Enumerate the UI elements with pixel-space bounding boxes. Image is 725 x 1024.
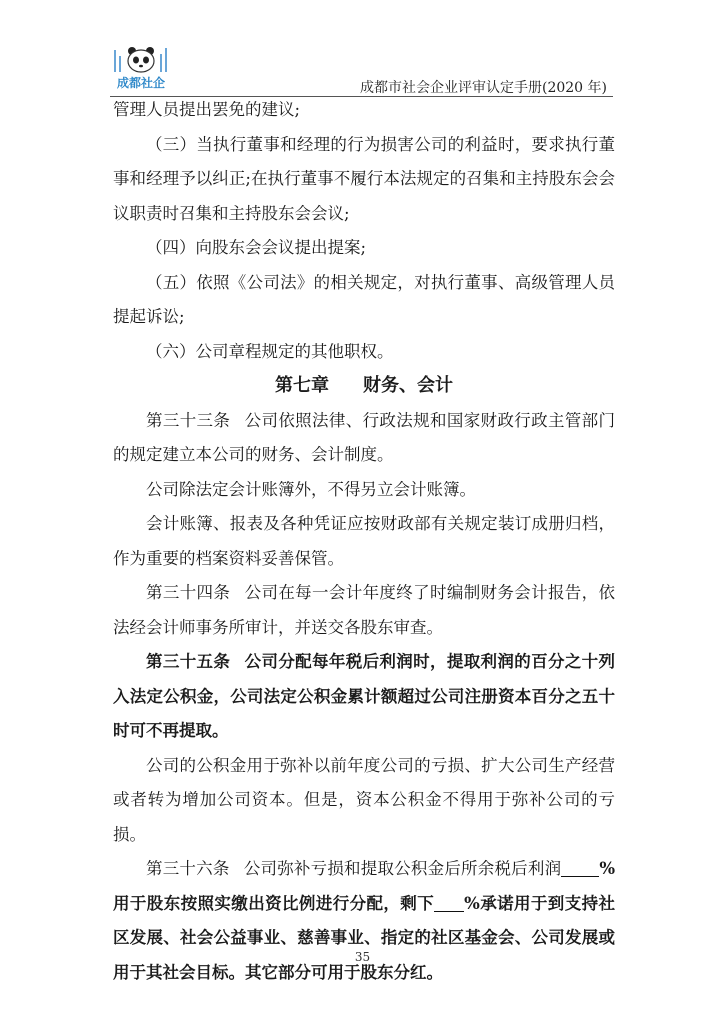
document-body xyxy=(113,93,615,990)
paragraph: 公司的公积金用于弥补以前年度公司的亏损、扩大公司生产经营或者转为增加公司资本。但是，资本公积金不得用于弥补公司的亏损。 xyxy=(113,755,615,844)
percent-sign: % xyxy=(464,893,480,913)
paragraph: （六）公司章程规定的其他职权。 xyxy=(146,341,394,361)
article-36 xyxy=(113,852,615,990)
chapter-title: 财务、会计 xyxy=(363,375,453,396)
blank-field[interactable] xyxy=(434,893,464,912)
paragraph: 管理人员提出罢免的建议; xyxy=(113,100,301,119)
panda-icon xyxy=(110,44,172,76)
article-number: 第三十六条 xyxy=(146,859,230,878)
chapter-number: 第七章 xyxy=(275,375,329,396)
article-number: 第三十五条 xyxy=(146,652,231,671)
paragraph: （五）依照《公司法》的相关规定，对执行董事、高级管理人员提起诉讼; xyxy=(113,272,615,326)
page-number: 35 xyxy=(354,950,371,964)
paragraph: 会计账簿、报表及各种凭证应按财政部有关规定装订成册归档，作为重要的档案资料妥善保管。 xyxy=(113,514,615,568)
logo xyxy=(110,44,172,94)
logo-text: 成都社企 xyxy=(116,76,165,90)
paragraph: 公司除法定会计账簿外，不得另立会计账簿。 xyxy=(146,479,476,499)
percent-sign: % xyxy=(599,859,616,878)
article-text: 承诺用于到支持社区发展、社会公益事业、慈善事业、指定的社区基金会、公司发展或用于其社会目标。其它部分可用于股东分红。 xyxy=(113,893,616,982)
article-33 xyxy=(113,404,615,473)
blank-field[interactable] xyxy=(561,858,599,877)
article-number: 第三十四条 xyxy=(146,583,231,602)
article-text: 用于股东按照实缴出资比例进行分配，剩下 xyxy=(113,893,435,913)
chapter-heading xyxy=(113,369,615,404)
article-text: 公司弥补亏损和提取公积金后所余税后利润 xyxy=(243,859,562,878)
article-35 xyxy=(113,645,615,749)
article-34 xyxy=(113,576,615,645)
article-text: 公司依照法律、行政法规和国家财政行政主管部门的规定建立本公司的财务、会计制度。 xyxy=(113,410,616,464)
header-title: 成都市社会企业评审认定手册(2020 年) xyxy=(359,80,607,96)
article-text: 公司分配每年税后利润时，提取利润的百分之十列入法定公积金，公司法定公积金累计额超过公司注册资本百分之五十时可不再提取。 xyxy=(113,652,616,740)
paragraph: （四）向股东会会议提出提案; xyxy=(146,238,367,257)
paragraph: （三）当执行董事和经理的行为损害公司的利益时，要求执行董事和经理予以纠正;在执行董事不履行本法规定的召集和主持股东会会议职责时召集和主持股东会会议; xyxy=(113,134,615,223)
article-text: 公司在每一会计年度终了时编制财务会计报告，依法经会计师事务所审计，并送交各股东审查。 xyxy=(113,583,616,637)
article-number: 第三十三条 xyxy=(146,410,231,430)
